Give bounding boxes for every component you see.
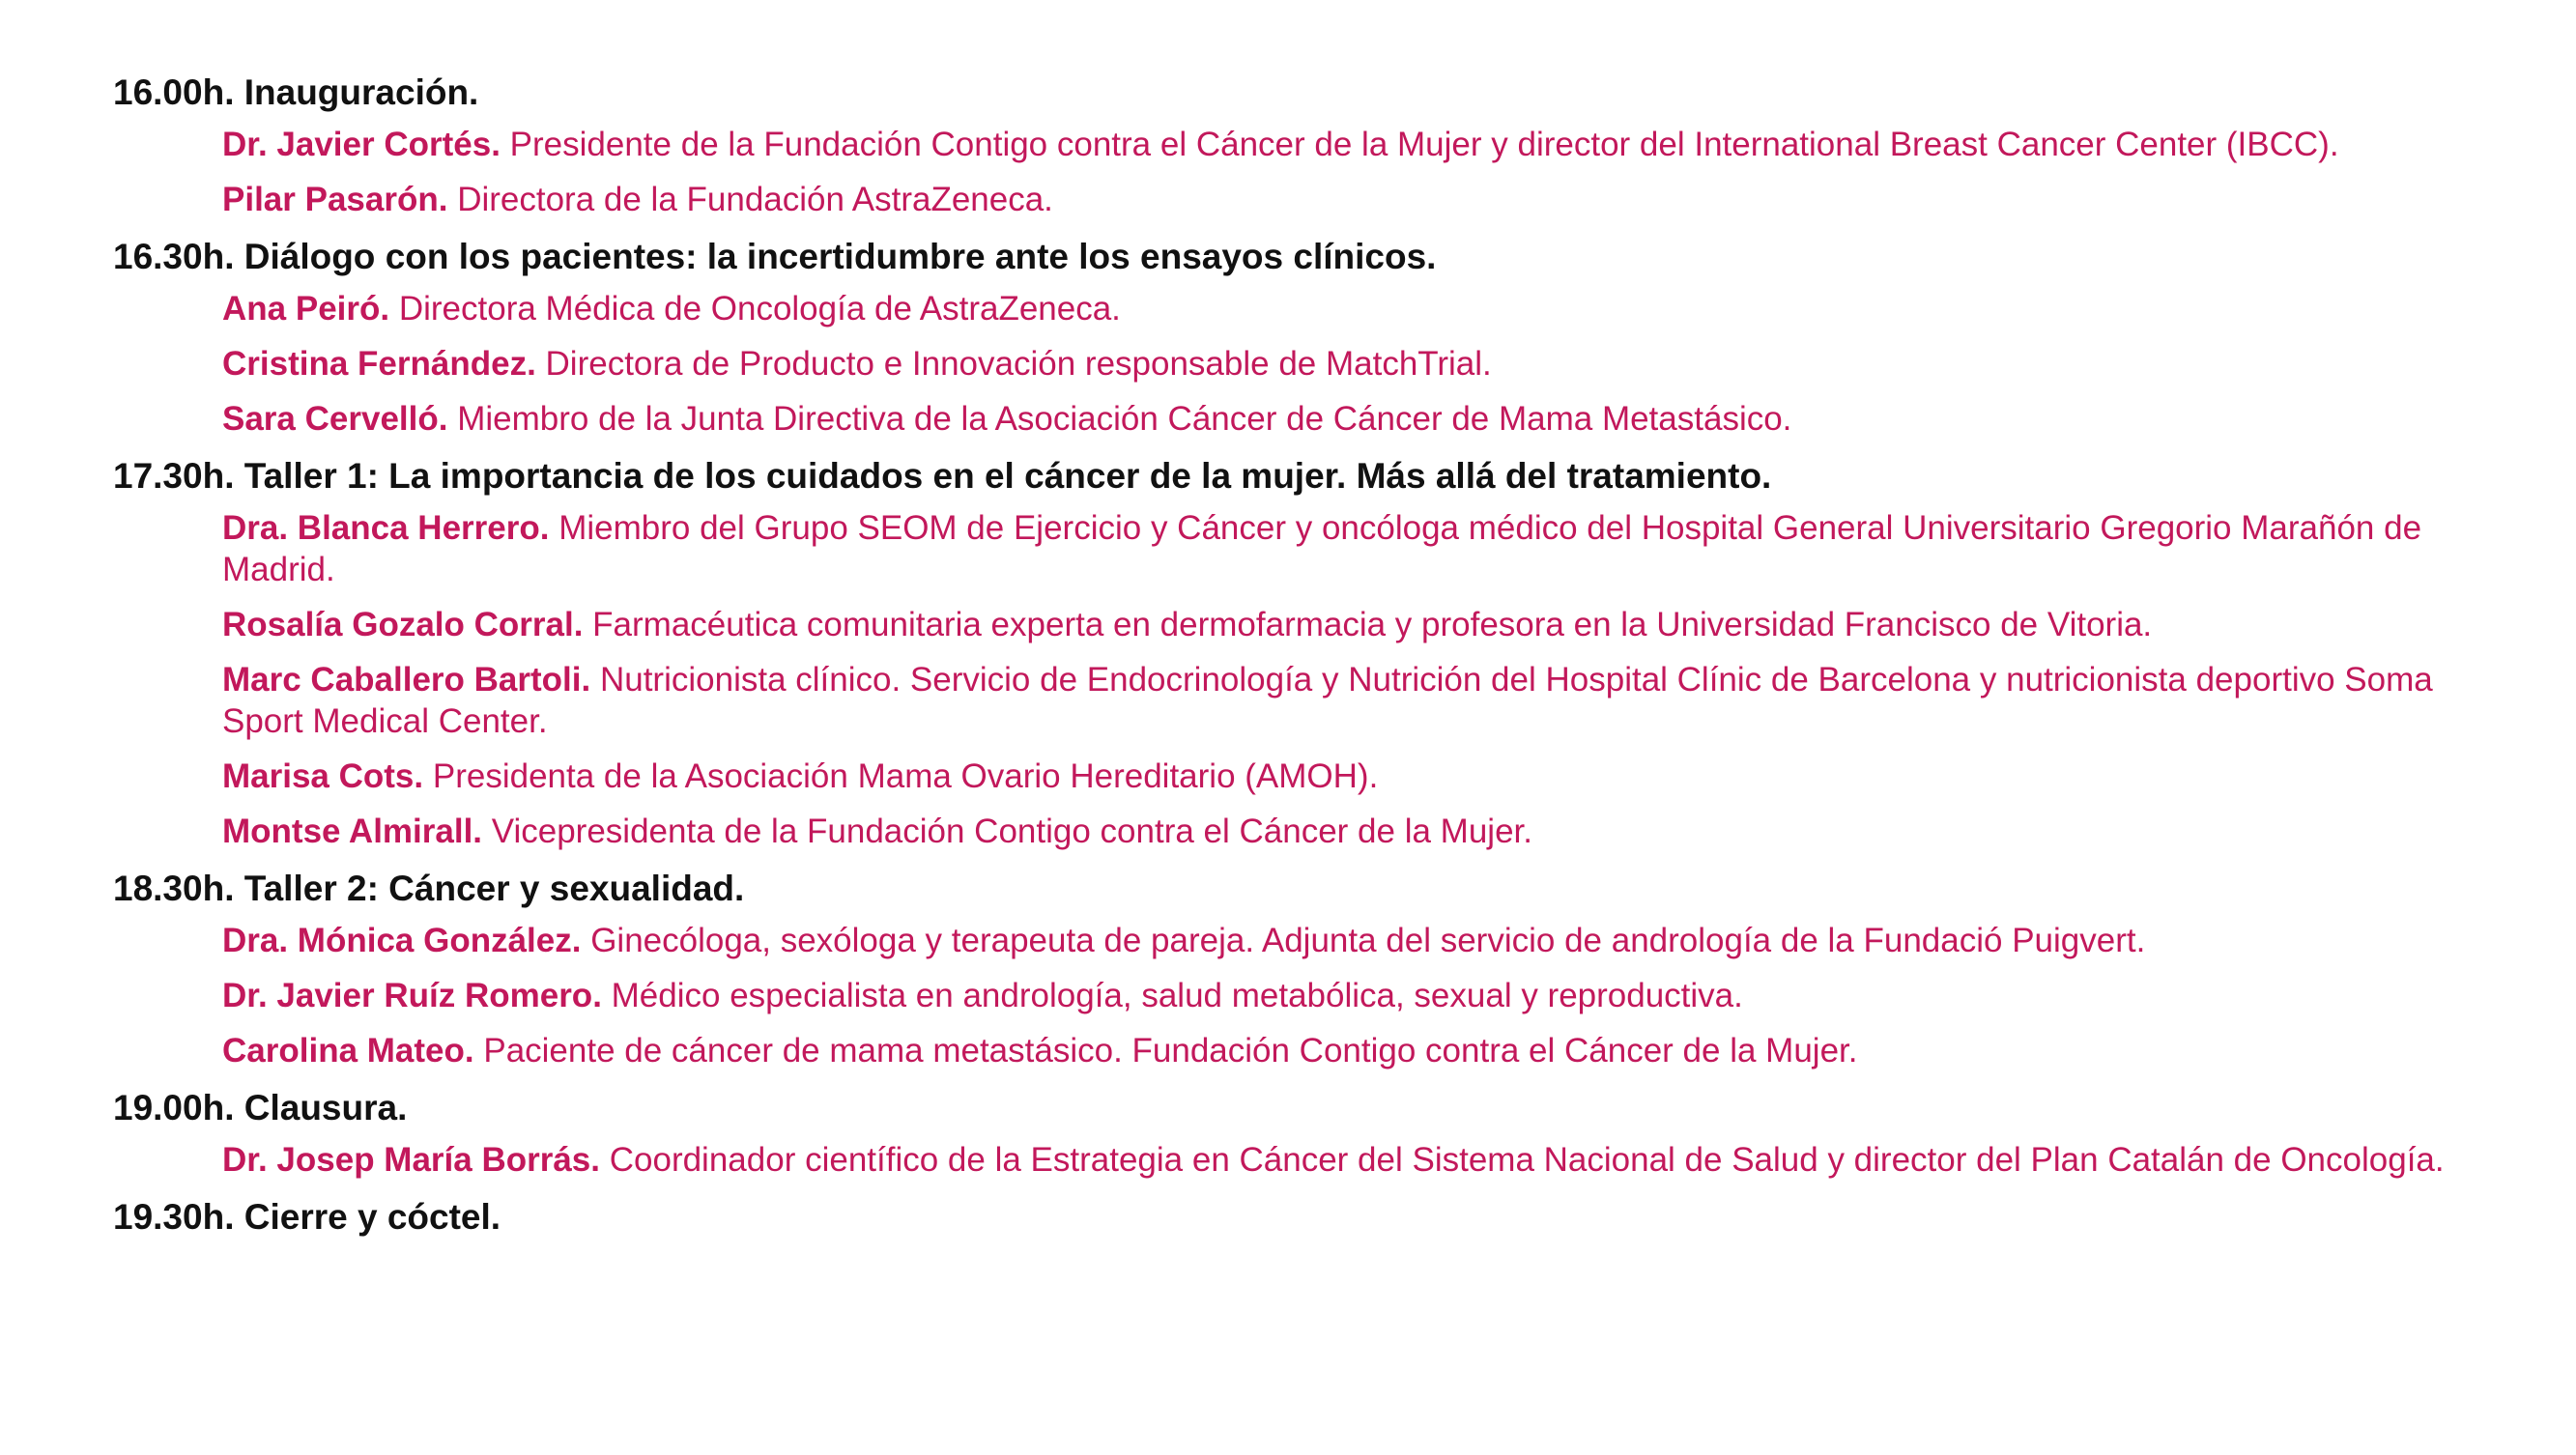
speaker-name: Marc Caballero Bartoli.: [222, 661, 591, 699]
speaker-role: Miembro de la Junta Directiva de la Asociación Cáncer de Cáncer de Mama Metastásico.: [457, 400, 1792, 438]
speaker-role: Ginecóloga, sexóloga y terapeuta de pareja. Adjunta del servicio de andrología de la Fundació Puigvert.: [590, 922, 2146, 959]
speaker-entry: [222, 1030, 2451, 1071]
session-taller-2: [113, 866, 2451, 1071]
session-title: 19.30h. Cierre y cóctel.: [113, 1197, 501, 1237]
speaker-role: Presidente de la Fundación Contigo contra el Cáncer de la Mujer y director del International Breast Cancer Center (IBCC).: [509, 126, 2339, 163]
speaker-name: Rosalía Gozalo Corral.: [222, 606, 584, 643]
speaker-entry: [222, 1139, 2451, 1181]
session-title: 16.00h. Inauguración.: [113, 72, 479, 112]
speaker-entry: [222, 604, 2451, 645]
speaker-name: Montse Almirall.: [222, 813, 483, 850]
speaker-role: Directora de Producto e Innovación responsable de MatchTrial.: [545, 345, 1492, 383]
speaker-entry: [222, 659, 2451, 742]
speaker-name: Carolina Mateo.: [222, 1032, 474, 1070]
session-taller-1: [113, 453, 2451, 852]
speaker-entry: [222, 288, 2451, 329]
event-program: [113, 70, 2451, 1248]
speaker-name: Cristina Fernández.: [222, 345, 536, 383]
session-dialogo-pacientes: [113, 234, 2451, 440]
speaker-name: Marisa Cots.: [222, 757, 424, 795]
speaker-entry: [222, 179, 2451, 220]
speaker-entry: [222, 124, 2451, 165]
speaker-entry: [222, 343, 2451, 385]
session-cierre-coctel: [113, 1194, 2451, 1241]
speaker-name: Dr. Javier Cortés.: [222, 126, 501, 163]
speaker-entry: [222, 398, 2451, 440]
speaker-role: Vicepresidenta de la Fundación Contigo contra el Cáncer de la Mujer.: [491, 813, 1532, 850]
session-title: 17.30h. Taller 1: La importancia de los cuidados en el cáncer de la mujer. Más allá del tratamiento.: [113, 456, 1772, 496]
speaker-entry: [222, 756, 2451, 797]
speaker-entry: [222, 920, 2451, 961]
session-title: 19.00h. Clausura.: [113, 1088, 408, 1127]
speaker-role: Farmacéutica comunitaria experta en dermofarmacia y profesora en la Universidad Francisco de Vitoria.: [592, 606, 2153, 643]
speaker-name: Dra. Blanca Herrero.: [222, 509, 550, 547]
speaker-role: Directora de la Fundación AstraZeneca.: [457, 181, 1053, 218]
speaker-name: Dra. Mónica González.: [222, 922, 582, 959]
speaker-role: Paciente de cáncer de mama metastásico. Fundación Contigo contra el Cáncer de la Mujer.: [483, 1032, 1858, 1070]
speaker-role: Nutricionista clínico. Servicio de Endocrinología y Nutrición del Hospital Clínic de Barcelona y nutricionista deportivo Soma Sport Medical Center.: [222, 661, 2433, 740]
speaker-role: Presidenta de la Asociación Mama Ovario Hereditario (AMOH).: [432, 757, 1379, 795]
speaker-role: Coordinador científico de la Estrategia en Cáncer del Sistema Nacional de Salud y director del Plan Catalán de Oncología.: [609, 1141, 2445, 1179]
speaker-name: Dr. Josep María Borrás.: [222, 1141, 600, 1179]
speaker-name: Pilar Pasarón.: [222, 181, 448, 218]
session-title: 16.30h. Diálogo con los pacientes: la incertidumbre ante los ensayos clínicos.: [113, 237, 1437, 276]
speaker-name: Sara Cervelló.: [222, 400, 448, 438]
speaker-role: Miembro del Grupo SEOM de Ejercicio y Cáncer y oncóloga médico del Hospital General Universitario Gregorio Marañón de Madrid.: [222, 509, 2422, 588]
session-clausura: [113, 1085, 2451, 1181]
session-inauguracion: [113, 70, 2451, 220]
speaker-entry: [222, 811, 2451, 852]
speaker-entry: [222, 507, 2451, 590]
speaker-name: Dr. Javier Ruíz Romero.: [222, 977, 602, 1014]
speaker-role: Médico especialista en andrología, salud metabólica, sexual y reproductiva.: [611, 977, 1743, 1014]
speaker-role: Directora Médica de Oncología de AstraZeneca.: [398, 290, 1121, 328]
speaker-name: Ana Peiró.: [222, 290, 390, 328]
speaker-entry: [222, 975, 2451, 1016]
session-title: 18.30h. Taller 2: Cáncer y sexualidad.: [113, 869, 745, 908]
